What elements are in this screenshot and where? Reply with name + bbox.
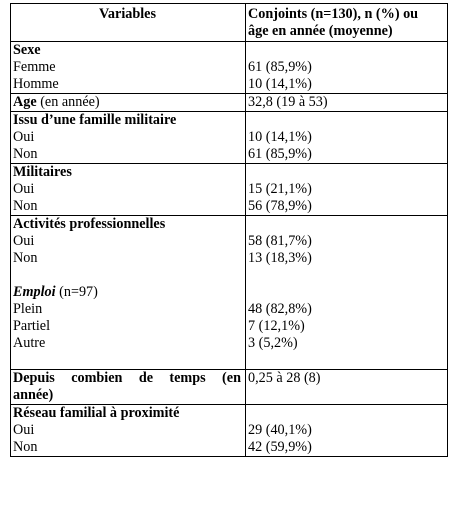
row-label: Non — [13, 439, 38, 455]
row-label: Non — [13, 146, 38, 162]
section-reseau-labels — [11, 405, 246, 457]
row-label: Femme — [13, 59, 56, 75]
row-value: 13 (18,3%) — [248, 250, 312, 266]
title-word: (en — [222, 370, 241, 386]
section-title: Militaires — [13, 164, 72, 180]
section-duree-value — [246, 370, 448, 405]
row-value: 3 (5,2%) — [248, 335, 298, 351]
subsection-title-suffix: (n=97) — [55, 284, 98, 300]
section-title-line1 — [13, 370, 241, 387]
section-activites-values — [246, 216, 448, 370]
table-header-row — [11, 4, 448, 42]
section-reseau — [11, 405, 448, 457]
section-famille-militaire — [11, 112, 448, 164]
section-title-line2: année) — [13, 387, 54, 403]
title-word: Depuis — [13, 370, 55, 386]
subsection-title: Emploi — [13, 284, 56, 300]
section-age-label — [11, 94, 246, 112]
row-label: Homme — [13, 76, 59, 92]
section-title: Activités professionnelles — [13, 216, 166, 232]
section-militaires — [11, 164, 448, 216]
section-duree — [11, 370, 448, 405]
row-label: Oui — [13, 233, 35, 249]
header-conjoints — [246, 4, 448, 42]
row-label: Non — [13, 250, 38, 266]
header-conjoints-line2: âge en année (moyenne) — [248, 23, 393, 39]
row-value: 10 (14,1%) — [248, 76, 312, 92]
row-value: 56 (78,9%) — [248, 198, 312, 214]
row-value: 58 (81,7%) — [248, 233, 312, 249]
title-word: de — [138, 370, 153, 386]
row-value: 7 (12,1%) — [248, 318, 305, 334]
header-variables: Variables — [11, 4, 246, 42]
section-title: Sexe — [13, 42, 41, 58]
section-title: Réseau familial à proximité — [13, 405, 180, 421]
row-label: Plein — [13, 301, 43, 317]
section-activites-labels — [11, 216, 246, 370]
section-famille-labels — [11, 112, 246, 164]
row-value: 29 (40,1%) — [248, 422, 312, 438]
row-value: 15 (21,1%) — [248, 181, 312, 197]
section-militaires-labels — [11, 164, 246, 216]
row-label: Partiel — [13, 318, 51, 334]
section-duree-label — [11, 370, 246, 405]
section-famille-values — [246, 112, 448, 164]
section-militaires-values — [246, 164, 448, 216]
section-activites — [11, 216, 448, 370]
row-label: Oui — [13, 129, 35, 145]
row-label: Autre — [13, 335, 46, 351]
row-value: 61 (85,9%) — [248, 59, 312, 75]
section-sexe — [11, 42, 448, 94]
row-value: 10 (14,1%) — [248, 129, 312, 145]
row-value: 48 (82,8%) — [248, 301, 312, 317]
header-conjoints-line1: Conjoints (n=130), n (%) ou — [248, 6, 419, 22]
section-title: Issu d’une famille militaire — [13, 112, 177, 128]
section-title-suffix: (en année) — [36, 94, 100, 110]
section-age-value — [246, 94, 448, 112]
row-value: 42 (59,9%) — [248, 439, 312, 455]
row-value: 0,25 à 28 (8) — [248, 370, 321, 386]
section-sexe-labels — [11, 42, 246, 94]
section-reseau-values — [246, 405, 448, 457]
row-label: Oui — [13, 181, 35, 197]
section-sexe-values — [246, 42, 448, 94]
results-table — [10, 3, 448, 457]
row-label: Non — [13, 198, 38, 214]
section-age — [11, 94, 448, 112]
title-word: temps — [169, 370, 206, 386]
row-value: 61 (85,9%) — [248, 146, 312, 162]
row-label: Oui — [13, 422, 35, 438]
row-value: 32,8 (19 à 53) — [248, 94, 328, 110]
title-word: combien — [71, 370, 123, 386]
section-title: Age — [13, 94, 37, 110]
